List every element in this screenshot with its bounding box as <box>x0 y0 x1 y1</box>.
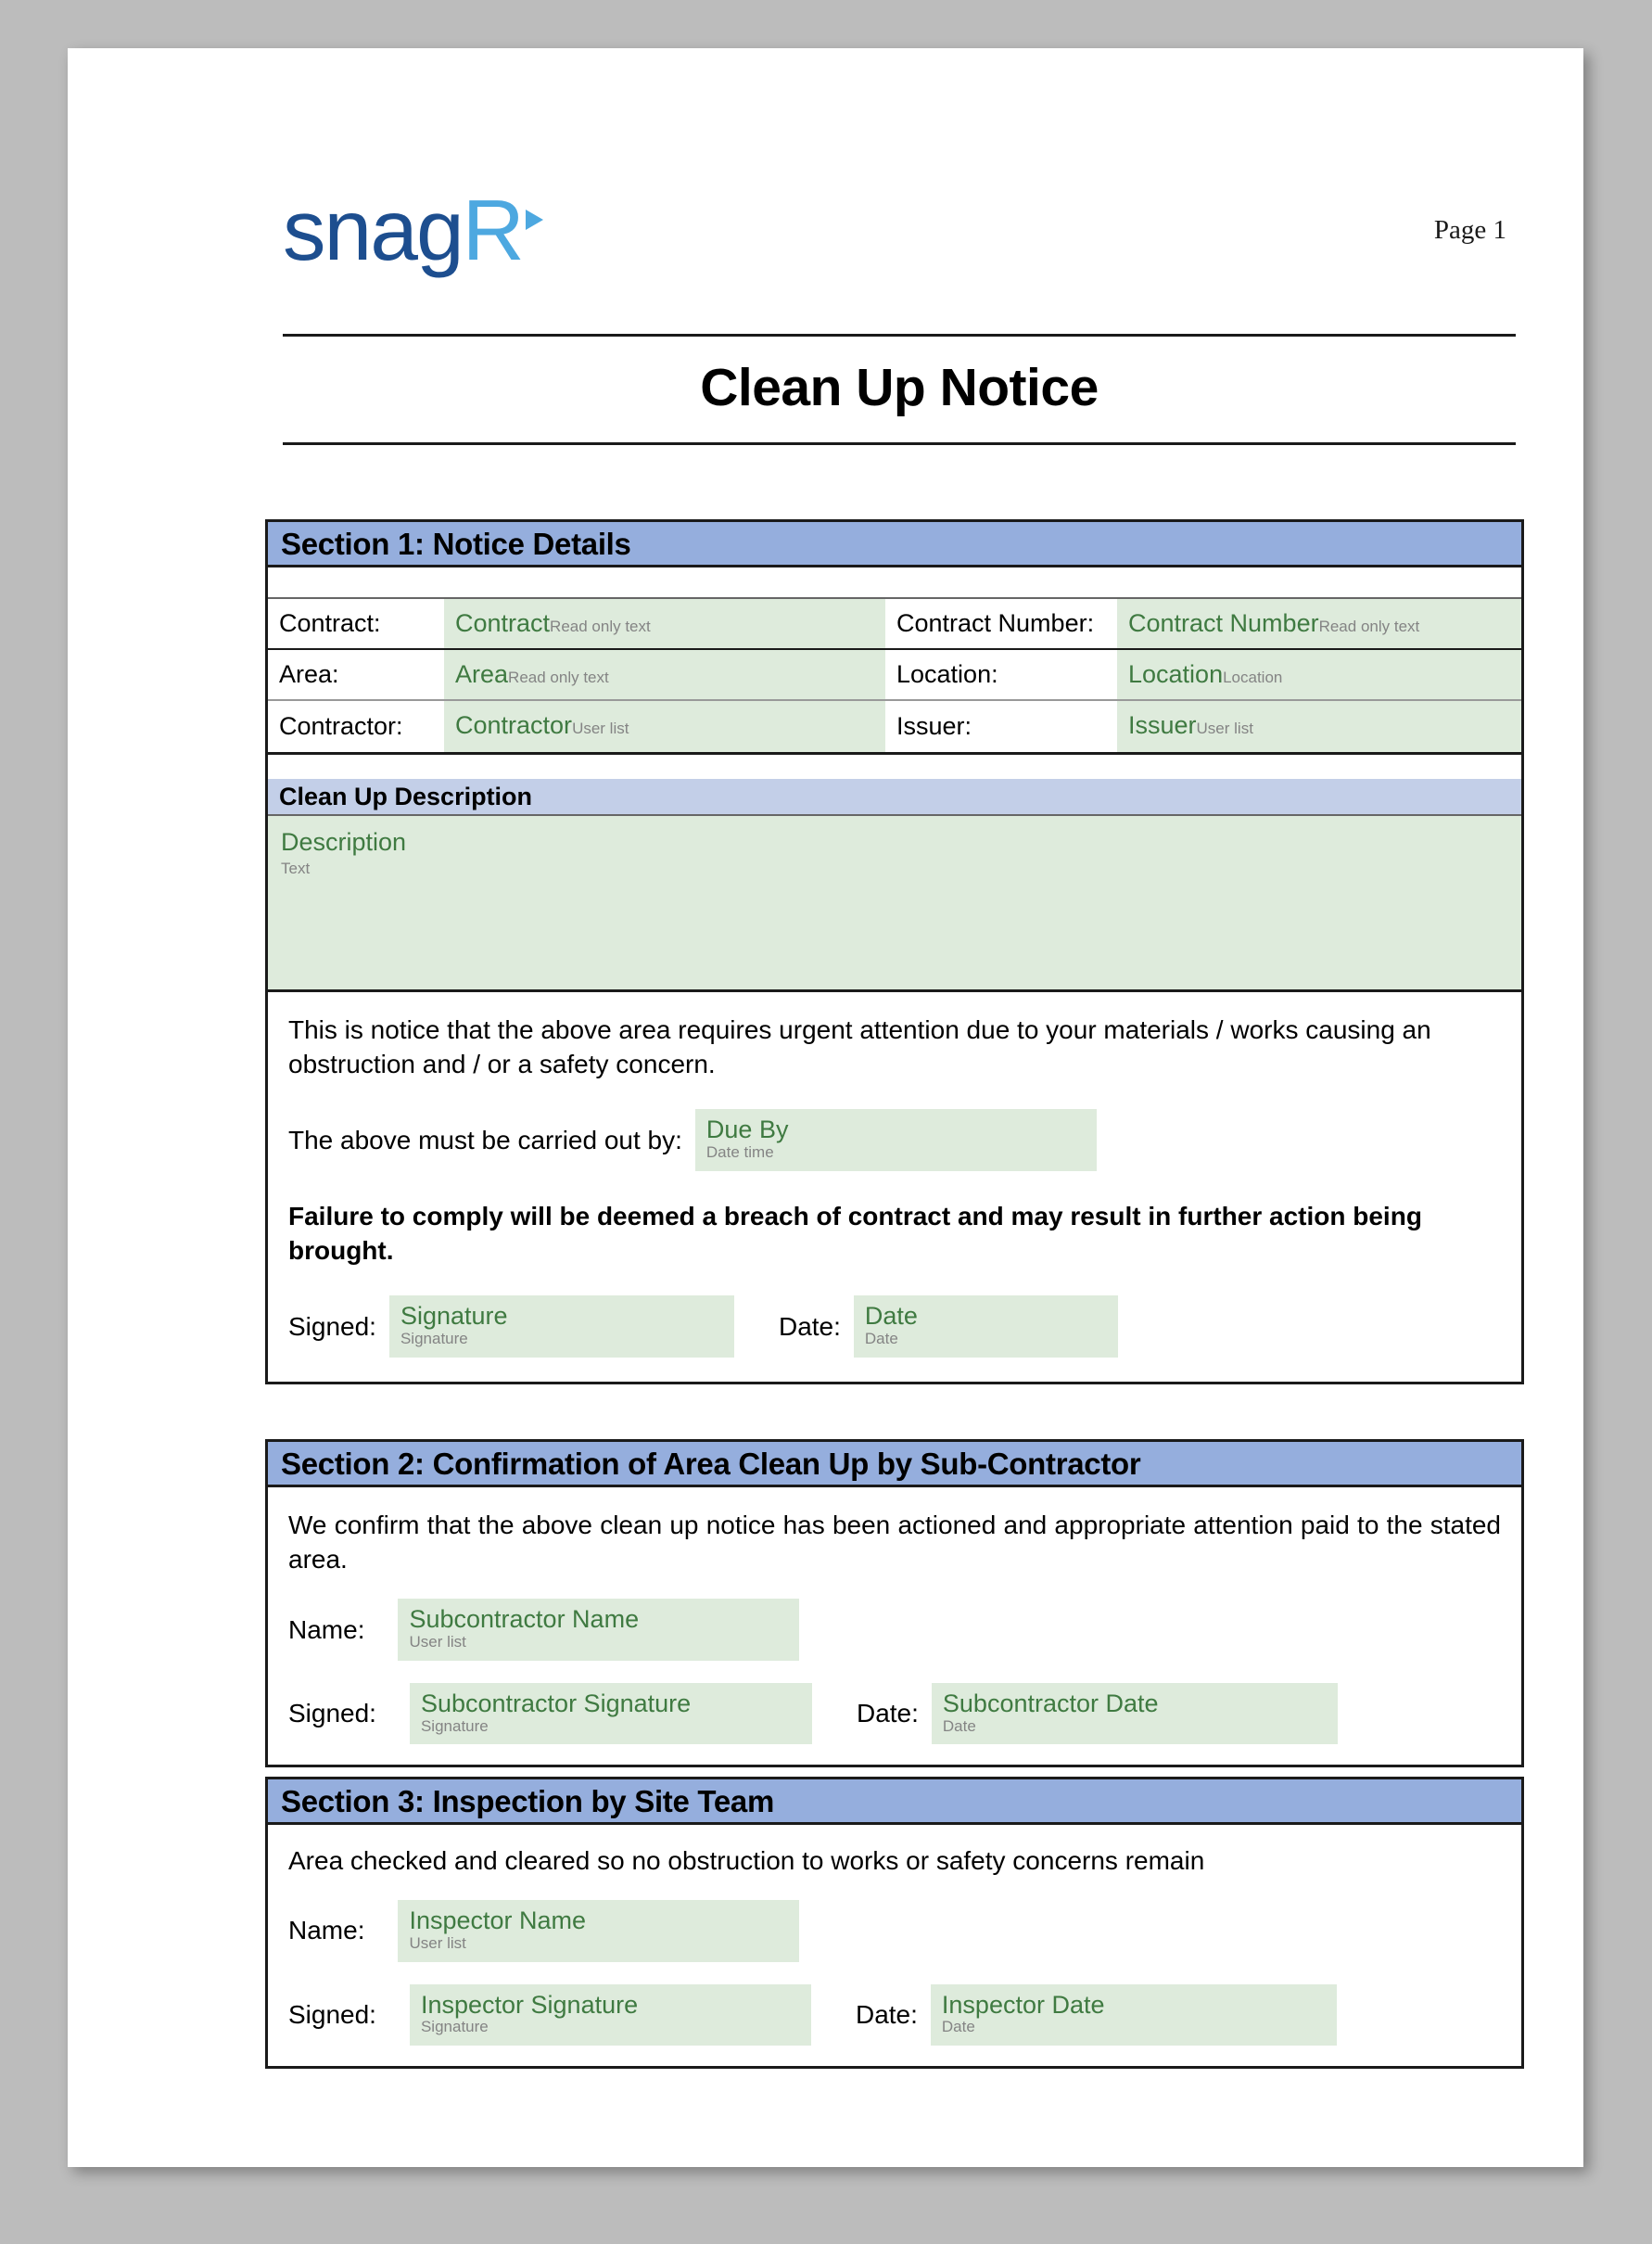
inspector-name-field-name: Inspector Name <box>409 1906 587 1935</box>
section-1-header-label: Section 1: Notice Details <box>281 526 631 561</box>
due-by-label: The above must be carried out by: <box>288 1125 682 1154</box>
due-by-field-name: Due By <box>705 1116 789 1144</box>
signature-row <box>288 1295 1501 1357</box>
signature-field[interactable] <box>389 1295 734 1357</box>
field-type-contractor: User list <box>572 720 629 737</box>
subcontractor-signed-label: Signed: <box>288 1699 376 1728</box>
subcontractor-signature-field[interactable] <box>410 1683 812 1744</box>
field-name-contract-number: Contract Number <box>1128 609 1319 637</box>
field-type-area: Read only text <box>508 669 609 686</box>
due-by-row <box>288 1109 1501 1170</box>
subcontractor-signature-field-name: Subcontractor Signature <box>420 1689 692 1717</box>
field-value-issuer[interactable] <box>1117 701 1521 752</box>
field-value-contract[interactable] <box>444 599 885 650</box>
subcontractor-signature-field-type: Signature <box>420 1716 489 1735</box>
section-2-header-label: Section 2: Confirmation of Area Clean Up by Sub-Contractor <box>281 1446 1141 1481</box>
field-label-contract-number: Contract Number: <box>885 599 1117 650</box>
field-label-area: Area: <box>268 650 444 701</box>
section-3 <box>265 1777 1524 2069</box>
date-label: Date: <box>778 1311 841 1341</box>
warning-paragraph: Failure to comply will be deemed a breach of contract and may result in further action being brought. <box>288 1201 1422 1266</box>
signature-field-name: Signature <box>400 1302 508 1331</box>
field-label-location: Location: <box>885 650 1117 701</box>
document-header <box>283 178 1516 297</box>
field-label-contract: Contract: <box>268 599 444 650</box>
inspector-name-field-type: User list <box>409 1933 466 1952</box>
subcontractor-name-field-type: User list <box>409 1633 466 1651</box>
subcontractor-signature-row <box>288 1683 1501 1744</box>
document-page <box>68 48 1583 2167</box>
section-1-header <box>268 522 1521 567</box>
description-field[interactable] <box>268 816 1521 992</box>
subcontractor-name-label: Name: <box>288 1614 365 1644</box>
field-type-location: Location <box>1223 669 1283 686</box>
signature-field-type: Signature <box>400 1330 468 1347</box>
clean-up-description-header <box>268 779 1521 816</box>
inspector-name-row <box>288 1900 1501 1961</box>
inspector-name-field[interactable] <box>398 1900 799 1961</box>
field-name-contractor: Contractor <box>455 711 573 739</box>
field-value-area[interactable] <box>444 650 885 701</box>
field-type-contract: Read only text <box>550 618 651 635</box>
field-value-contract-number[interactable] <box>1117 599 1521 650</box>
section-3-body <box>268 1825 1521 2066</box>
due-by-field-type: Date time <box>705 1143 774 1162</box>
subcontractor-date-field-type: Date <box>942 1716 976 1735</box>
field-name-issuer: Issuer <box>1128 711 1197 739</box>
section-2-body <box>268 1487 1521 1765</box>
date-field-type: Date <box>864 1330 898 1347</box>
snagr-logo <box>283 178 523 278</box>
field-type-issuer: User list <box>1196 720 1253 737</box>
field-value-contractor[interactable] <box>444 701 885 752</box>
field-label-issuer: Issuer: <box>885 701 1117 752</box>
field-name-location: Location <box>1128 660 1224 688</box>
header-divider-top <box>283 334 1516 337</box>
inspector-date-field-type: Date <box>941 2018 975 2036</box>
inspector-date-label: Date: <box>855 1999 918 2029</box>
subcontractor-date-label: Date: <box>856 1699 919 1728</box>
logo-wordmark <box>283 181 523 278</box>
page-number: Page 1 <box>1433 215 1506 245</box>
description-field-type: Text <box>281 860 311 878</box>
inspector-signature-row <box>288 1984 1501 2046</box>
field-value-location[interactable] <box>1117 650 1521 701</box>
subcontractor-date-field-name: Subcontractor Date <box>942 1689 1159 1717</box>
field-name-area: Area <box>455 660 509 688</box>
section-3-header <box>268 1779 1521 1825</box>
inspector-signed-label: Signed: <box>288 1999 376 2029</box>
description-field-name: Description <box>281 828 407 856</box>
field-label-contractor: Contractor: <box>268 701 444 752</box>
field-name-contract: Contract <box>455 609 551 637</box>
section-1-spacer <box>268 567 1521 599</box>
inspector-signature-field-name: Inspector Signature <box>420 1990 639 2019</box>
logo-accent-letter: R <box>462 181 523 278</box>
section-2-header <box>268 1442 1521 1487</box>
inspector-signature-field-type: Signature <box>420 2018 489 2036</box>
date-field-name: Date <box>864 1302 918 1331</box>
signed-label: Signed: <box>288 1311 376 1341</box>
confirmation-paragraph: We confirm that the above clean up notice has been actioned and appropriate attention paid to the stated area. <box>288 1511 1501 1575</box>
notice-details-grid <box>268 599 1521 755</box>
subcontractor-name-field-name: Subcontractor Name <box>409 1605 640 1634</box>
inspection-paragraph: Area checked and cleared so no obstruction to works or safety concerns remain <box>288 1846 1205 1875</box>
page-title: Clean Up Notice <box>700 358 1099 417</box>
inspector-name-label: Name: <box>288 1916 365 1945</box>
field-type-contract-number: Read only text <box>1318 618 1420 635</box>
section-1 <box>265 519 1524 1384</box>
inspector-signature-field[interactable] <box>410 1984 811 2046</box>
subcontractor-name-row <box>288 1599 1501 1660</box>
clean-up-description-label: Clean Up Description <box>279 782 533 810</box>
header-divider-bottom <box>283 442 1516 445</box>
section-1-body <box>268 992 1521 1382</box>
inspector-date-field[interactable] <box>931 1984 1337 2046</box>
description-spacer <box>268 755 1521 779</box>
inspector-date-field-name: Inspector Date <box>941 1990 1105 2019</box>
section-2 <box>265 1439 1524 1767</box>
due-by-field[interactable] <box>695 1109 1097 1170</box>
logo-arrow-icon <box>526 210 543 230</box>
logo-main-text: snag <box>283 181 463 278</box>
notice-paragraph: This is notice that the above area requires urgent attention due to your materials / works causing an obstruction and / or a safety concern. <box>288 1015 1431 1079</box>
subcontractor-date-field[interactable] <box>932 1683 1338 1744</box>
section-3-header-label: Section 3: Inspection by Site Team <box>281 1783 774 1818</box>
subcontractor-name-field[interactable] <box>398 1599 799 1660</box>
date-field[interactable] <box>854 1295 1118 1357</box>
